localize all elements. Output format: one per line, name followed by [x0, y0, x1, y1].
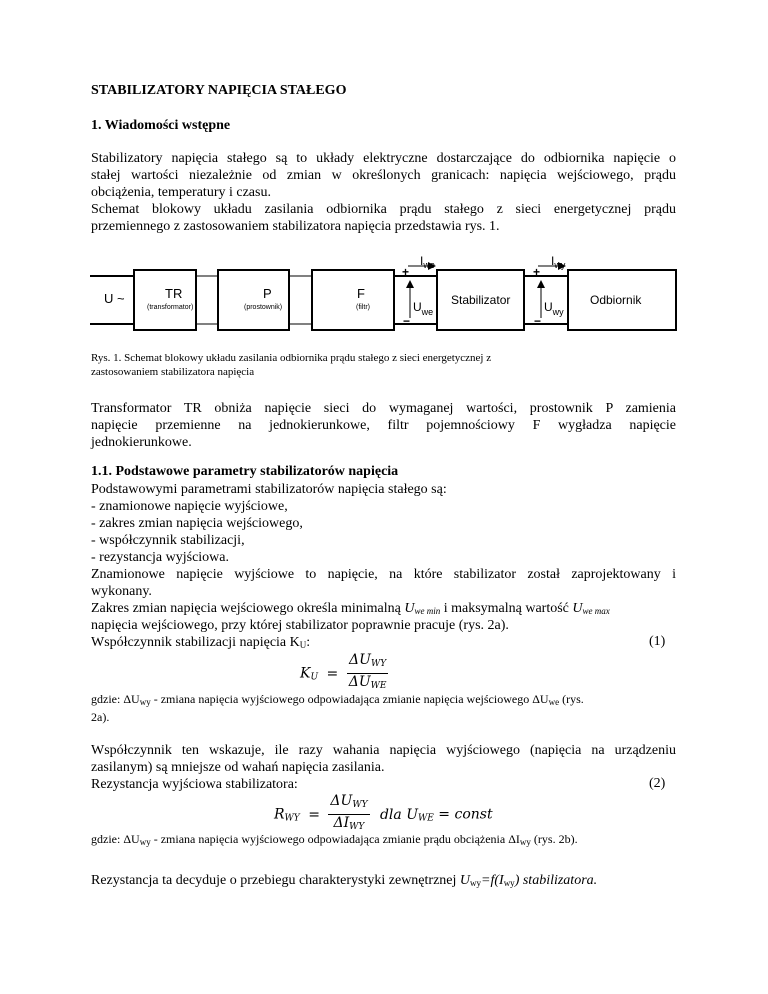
p-block	[218, 270, 289, 330]
section-heading-1-1: 1.1. Podstawowe parametry stabilizatorów napięcia	[91, 464, 399, 479]
params-list-item: - znamionowe napięcie wyjściowe,	[91, 499, 288, 514]
para5-line: zasilanym) są mniejsze od wahań napięcia zasilania.	[91, 760, 385, 775]
params-list-item: - współczynnik stabilizacji,	[91, 533, 245, 548]
stabilizer-title: Stabilizator	[451, 293, 511, 307]
u-wy-label: $U_{wy}$	[544, 300, 564, 317]
u-we-arrow-head	[406, 280, 414, 288]
para4-line: Współczynnik stabilizacji napięcia $K_U$:	[91, 635, 311, 650]
figure-caption: Rys. 1. Schemat blokowy układu zasilania odbiornika prądu stałego z sieci energetycznej z zastosowaniem stabilizatora napięcia	[91, 352, 492, 378]
para5-line: Rezystancja wyjściowa stabilizatora:	[91, 777, 298, 792]
equation-2-number: (2)	[649, 776, 666, 791]
para3-line: wykonany.	[91, 584, 152, 599]
equation-1-number: (1)	[649, 634, 666, 649]
para1-line: Schemat blokowy układu zasilania odbiornika prądu stałego z sieci energetycznej prądu	[91, 202, 676, 217]
p-subtitle: (prostownik)	[244, 304, 283, 311]
minus-sign-input: −	[403, 314, 411, 328]
plus-sign-output: +	[533, 265, 541, 279]
receiver-title: Odbiornik	[590, 293, 642, 307]
para2-line: napięcie przemienne na jednokierunkowe, filtr pojemnościowy F wygładza napięcie	[91, 418, 676, 433]
page-title: STABILIZATORY NAPIĘCIA STAŁEGO	[91, 83, 347, 98]
para1-line: Stabilizatory napięcia stałego są to układy elektryczne dostarczające do odbiornika napięcie o	[91, 151, 676, 166]
para6-line: Rezystancja ta decyduje o przebiegu charakterystyki zewnętrznej $U_{wy}=f(I_{wy})$ stabilizatora.	[91, 873, 598, 888]
para4-line: napięcia wejściowego, przy której stabilizator poprawnie pracuje (rys. 2a).	[91, 618, 509, 633]
equation-1-description: gdzie: $\Delta U_{wy}$ - zmiana napięcia wyjściowego odpowiadająca zmianie napięcia wejściowego $\Delta U_{we}$ (rys. 2a).	[91, 692, 584, 724]
tr-subtitle: (transformator)	[147, 304, 194, 311]
para1-line: stałej wartości niezależnie od zmian w określonych granicach: napięcia wejściowego, prądu	[91, 168, 676, 183]
plus-sign-input: +	[402, 265, 410, 279]
p-title: P	[263, 286, 272, 301]
para1-line: obciążenia, temperatury i czasu.	[91, 185, 271, 200]
para2-line: Transformator TR obniża napięcie sieci do wymaganej wartości, prostownik P zamienia	[91, 401, 676, 416]
para3-line: Znamionowe napięcie wyjściowe to napięcie, na które stabilizator został zaprojektowany i	[91, 567, 676, 582]
equation-1: $K_U$ = $\frac{\Delta U_{WY}}{\Delta U_{WE}}$	[300, 652, 387, 691]
equation-2: $R_{WY}$ = $\frac{\Delta U_{WY}}{\Delta I_{WY}}$ dla $U_{WE}$ = const	[274, 793, 493, 832]
para2-line: jednokierunkowe.	[91, 435, 192, 450]
u-we-label: $U_{we}$	[413, 300, 434, 317]
i-we-label: $I_{we}$	[420, 254, 435, 270]
equation-2-description: gdzie: $\Delta U_{wy}$ - zmiana napięcia wyjściowego odpowiadająca zmianie prądu obciążenia $\Delta I_{wy}$ (rys. 2b).	[91, 832, 578, 847]
u-wy-arrow-head	[537, 280, 545, 288]
params-list-item: - rezystancja wyjściowa.	[91, 550, 229, 565]
para5-line: Współczynnik ten wskazuje, ile razy wahania napięcia wyjściowego (napięcia na urządzeniu	[91, 743, 676, 758]
f-title: F	[357, 286, 365, 301]
f-block	[312, 270, 394, 330]
para4-line: Zakres zmian napięcia wejściowego określa minimalną $U_{we min}$ i maksymalną wartość $U_{we max}$	[91, 601, 610, 616]
section-heading-1: 1. Wiadomości wstępne	[91, 118, 231, 133]
params-intro: Podstawowymi parametrami stabilizatorów napięcia stałego są:	[91, 482, 447, 497]
f-subtitle: (filtr)	[356, 304, 370, 311]
tr-title: TR	[165, 286, 183, 301]
input-voltage-label: U ~	[104, 291, 125, 306]
minus-sign-output: −	[534, 314, 542, 328]
params-list-item: - zakres zmian napięcia wejściowego,	[91, 516, 303, 531]
i-wy-label: $I_{wy}$	[551, 254, 566, 270]
para1-line: przemiennego z zastosowaniem stabilizatora napięcia przedstawia rys. 1.	[91, 219, 500, 234]
